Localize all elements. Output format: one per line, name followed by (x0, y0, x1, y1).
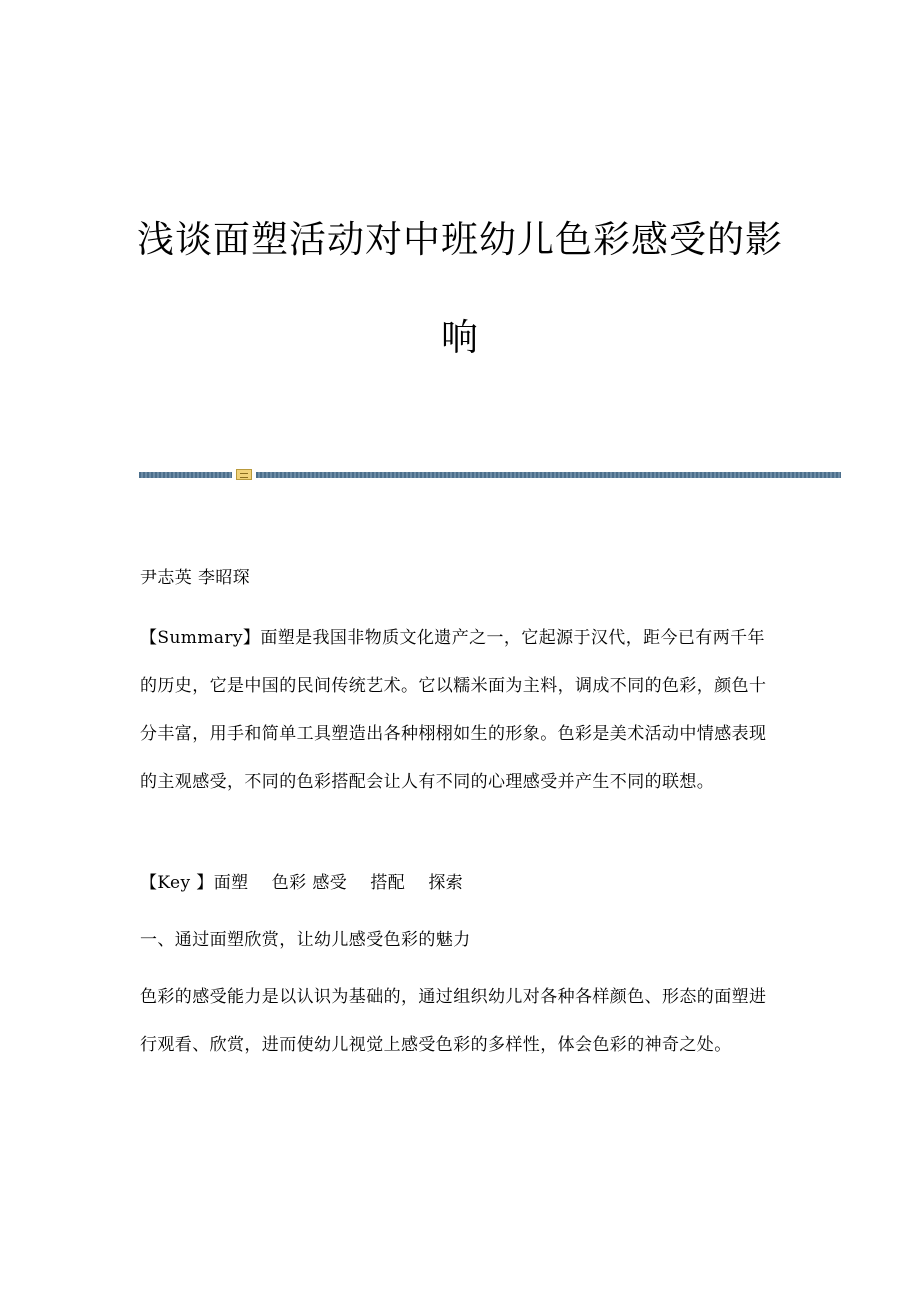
document-title-line-2: 响 (441, 316, 479, 359)
divider-bar-right (256, 472, 841, 478)
summary-paragraph (140, 614, 780, 806)
section-heading: 一、通过面塑欣赏，让幼儿感受色彩的魅力 (140, 930, 471, 950)
divider-bar-left (139, 472, 232, 478)
summary-text: 面塑是我国非物质文化遗产之一，它起源于汉代，距今已有两千年的历史，它是中国的民间传统艺术。它以糯米面为主料，调成不同的色彩，颜色十分丰富，用手和简单工具塑造出各种栩栩如生的形象。色彩是美术活动中情感表现的主观感受，不同的色彩搭配会让人有不同的心理感受并产生不同的联想。 (140, 628, 767, 792)
keywords-label: 【Key 】 (140, 873, 214, 893)
keywords-line (140, 859, 780, 907)
authors: 尹志英 李昭琛 (140, 568, 251, 588)
summary-label: 【Summary】 (140, 628, 261, 648)
document-title-line-1: 浅谈面塑活动对中班幼儿色彩感受的影 (137, 218, 783, 261)
section-paragraph: 色彩的感受能力是以认识为基础的，通过组织幼儿对各种各样颜色、形态的面塑进行观看、欣赏，进而使幼儿视觉上感受色彩的多样性，体会色彩的神奇之处。 (140, 987, 767, 1055)
keywords-items: 面塑 色彩 感受 搭配 探索 (213, 873, 464, 893)
divider-ornament-icon (236, 469, 252, 480)
